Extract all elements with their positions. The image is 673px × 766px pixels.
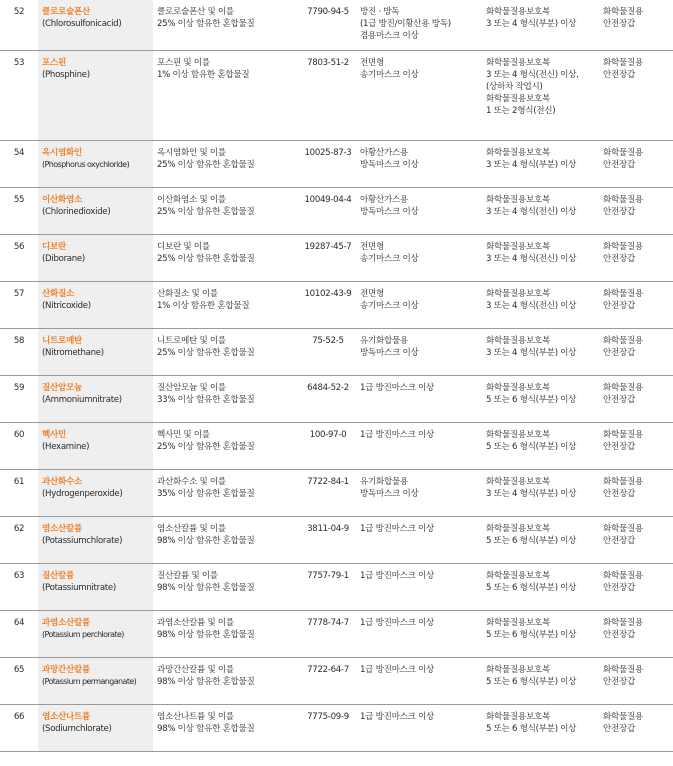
respirator-line: (1급 방진/이황산용 방독) [360,19,451,29]
mixture-concentration [153,0,300,50]
mixture-line: 25% 이상 함유한 혼합물질 [157,19,255,29]
substance-name-korean: 염소산나트륨 [42,711,91,722]
glove-line: 안전장갑 [603,19,636,29]
glove-requirement [599,563,673,610]
suit-line: 화학물질용보호복 [486,476,551,487]
mixture-line: 산화질소 및 이를 [157,288,218,299]
respirator-requirement [356,657,482,704]
row-number: 60 [0,422,38,469]
glove-line: 화학물질용 [603,429,644,440]
respirator-line: 송기마스크 이상 [360,253,419,264]
protective-suit-requirement [482,469,599,516]
cas-number: 7778-74-7 [300,610,356,657]
table-row [0,422,673,469]
table-row [0,704,673,751]
suit-line: 3 또는 4 형식(전신) 이상 [486,206,577,217]
glove-requirement [599,281,673,328]
cas-number: 10049-04-4 [300,187,356,234]
respirator-requirement [356,704,482,751]
suit-line: 3 또는 4 형식(전신) 이상, [486,69,579,80]
respirator-line: 유기화합물용 [360,476,409,487]
substance-name-korean: 산화질소 [42,288,75,299]
mixture-line: 니트로메탄 및 이를 [157,335,226,346]
glove-line: 화학물질용 [603,523,644,534]
respirator-requirement [356,328,482,375]
respirator-line: 전면형 [360,288,385,299]
mixture-line: 98% 이상 함유한 혼합물질 [157,723,255,734]
protective-suit-requirement [482,657,599,704]
substance-name-english: (Sodiumchlorate) [42,723,112,734]
suit-line: 화학물질용보호복 [486,335,551,346]
suit-line: 화학물질용보호복 [486,382,551,393]
table-row [0,50,673,140]
glove-line: 안전장갑 [603,206,636,217]
glove-line: 화학물질용 [603,241,644,252]
table-row [0,328,673,375]
suit-line: 5 또는 6 형식(부분) 이상 [486,582,577,593]
substance-name-english: (Phosphine) [42,69,90,80]
mixture-line: 98% 이상 함유한 혼합물질 [157,535,255,546]
mixture-line: 25% 이상 함유한 혼합물질 [157,206,255,217]
glove-requirement [599,328,673,375]
mixture-line: 1% 이상 함유한 혼합물질 [157,69,250,80]
substance-name-korean: 헥사민 [42,429,67,440]
row-number: 64 [0,610,38,657]
respirator-requirement [356,281,482,328]
mixture-line: 과산화수소 및 이를 [157,476,226,487]
mixture-concentration [153,516,300,563]
mixture-concentration [153,328,300,375]
suit-line: 5 또는 6 형식(부분) 이상 [486,535,577,546]
mixture-concentration [153,610,300,657]
row-number: 57 [0,281,38,328]
mixture-line: 질산칼륨 및 이를 [157,570,218,581]
respirator-requirement [356,187,482,234]
glove-line: 안전장갑 [603,394,636,405]
cas-number: 7775-09-9 [300,704,356,751]
suit-line: 3 또는 4 형식(부분) 이상 [486,19,577,29]
respirator-line: 1급 방진마스크 이상 [360,429,435,440]
mixture-concentration [153,234,300,281]
protective-suit-requirement [482,234,599,281]
suit-line: 3 또는 4 형식(부분) 이상 [486,159,577,170]
suit-line: 화학물질용보호복 [486,429,551,440]
glove-requirement [599,234,673,281]
glove-line: 안전장갑 [603,441,636,452]
substance-name-english: (Diborane) [42,253,85,264]
cas-number: 10025-87-3 [300,140,356,187]
glove-requirement [599,516,673,563]
table-row [0,140,673,187]
respirator-line: 방독마스크 이상 [360,159,419,170]
glove-requirement [599,375,673,422]
respirator-requirement [356,610,482,657]
mixture-line: 98% 이상 함유한 혼합물질 [157,676,255,687]
suit-line: 화학물질용보호복 [486,241,551,252]
mixture-concentration [153,469,300,516]
respirator-requirement [356,469,482,516]
substance-name [38,657,153,704]
substance-name-korean: 옥시염화인 [42,147,83,158]
substance-name [38,516,153,563]
glove-requirement [599,187,673,234]
respirator-line: 아황산가스용 [360,147,409,158]
glove-requirement [599,50,673,140]
substance-name-english: (Phosphorus oxychloride) [42,159,130,169]
respirator-requirement [356,50,482,140]
protective-suit-requirement [482,140,599,187]
substance-name-korean: 과산화수소 [42,476,83,487]
mixture-line: 33% 이상 함유한 혼합물질 [157,394,255,405]
glove-line: 안전장갑 [603,69,636,80]
row-number: 59 [0,375,38,422]
mixture-concentration [153,563,300,610]
respirator-line: 방독마스크 이상 [360,347,419,358]
substance-name-english: (Hydrogenperoxide) [42,488,123,499]
cas-number: 6484-52-2 [300,375,356,422]
protective-suit-requirement [482,422,599,469]
row-number: 55 [0,187,38,234]
respirator-line: 방진 · 방독 [360,7,400,17]
glove-requirement [599,657,673,704]
mixture-line: 이산화염소 및 이를 [157,194,226,205]
glove-line: 화학물질용 [603,382,644,393]
suit-line: 화학물질용보호복 [486,147,551,158]
suit-line: 화학물질용보호복 [486,57,551,68]
suit-line: 화학물질용보호복 [486,93,551,104]
respirator-requirement [356,516,482,563]
substance-name [38,187,153,234]
mixture-line: 질산암모늄 및 이를 [157,382,226,393]
mixture-concentration [153,422,300,469]
suit-line: 화학물질용보호복 [486,7,551,17]
suit-line: 화학물질용보호복 [486,523,551,534]
glove-line: 안전장갑 [603,488,636,499]
substance-name [38,328,153,375]
protective-suit-requirement [482,187,599,234]
suit-line: 3 또는 4 형식(부분) 이상 [486,347,577,358]
substance-name [38,140,153,187]
mixture-concentration [153,281,300,328]
mixture-concentration [153,704,300,751]
cas-number: 3811-04-9 [300,516,356,563]
substance-name-korean: 과망간산칼륨 [42,664,91,675]
substance-name [38,281,153,328]
substance-name-english: (Nitricoxide) [42,300,91,311]
table-row [0,563,673,610]
substance-name-english: (Chlorosulfonicacid) [42,19,122,29]
cas-number: 10102-43-9 [300,281,356,328]
glove-line: 안전장갑 [603,159,636,170]
glove-line: 화학물질용 [603,57,644,68]
glove-line: 안전장갑 [603,629,636,640]
mixture-line: 98% 이상 함유한 혼합물질 [157,582,255,593]
substance-name [38,50,153,140]
substance-name-english: (Potassiumchlorate) [42,535,123,546]
row-number: 53 [0,50,38,140]
substance-name-korean: 질산암모늄 [42,382,83,393]
glove-requirement [599,469,673,516]
protective-suit-requirement [482,610,599,657]
suit-line: 5 또는 6 형식(부분) 이상 [486,394,577,405]
row-number: 54 [0,140,38,187]
table-row [0,516,673,563]
substance-name-korean: 니트로메탄 [42,335,83,346]
substance-name-english: (Potassiumnitrate) [42,582,116,593]
glove-line: 화학물질용 [603,711,644,722]
substance-name-korean: 과염소산칼륨 [42,617,91,628]
suit-line: 5 또는 6 형식(부분) 이상 [486,676,577,687]
substance-name [38,0,153,50]
cas-number: 7722-64-7 [300,657,356,704]
substance-name-english: (Chlorinedioxide) [42,206,111,217]
glove-line: 안전장갑 [603,535,636,546]
substance-name-english: (Potassium perchlorate) [42,629,124,639]
substance-name [38,563,153,610]
glove-line: 안전장갑 [603,676,636,687]
respirator-requirement [356,375,482,422]
table-row [0,469,673,516]
protective-suit-requirement [482,0,599,50]
respirator-requirement [356,422,482,469]
protective-suit-requirement [482,516,599,563]
row-number: 58 [0,328,38,375]
substance-name-english: (Hexamine) [42,441,90,452]
respirator-line: 겸용마스크 이상 [360,31,419,41]
respirator-line: 전면형 [360,241,385,252]
mixture-line: 염소산칼륨 및 이를 [157,523,226,534]
mixture-line: 클로로술폰산 및 이를 [157,7,234,17]
respirator-line: 유기화합물용 [360,335,409,346]
mixture-line: 25% 이상 함유한 혼합물질 [157,159,255,170]
substance-name-korean: 염소산칼륨 [42,523,83,534]
mixture-line: 디보란 및 이를 [157,241,210,252]
table-row [0,281,673,328]
substance-name-korean: 포스핀 [42,57,67,68]
substance-name-korean: 디보란 [42,241,67,252]
cas-number: 100-97-0 [300,422,356,469]
table-row [0,610,673,657]
table-row [0,234,673,281]
cas-number: 7757-79-1 [300,563,356,610]
substance-name-korean: 클로로술폰산 [42,7,91,17]
substance-name-english: (Potassium permanganate) [42,676,137,686]
suit-line: 5 또는 6 형식(부분) 이상 [486,629,577,640]
row-number: 62 [0,516,38,563]
glove-requirement [599,422,673,469]
mixture-line: 옥시염화인 및 이를 [157,147,226,158]
mixture-line: 과염소산칼륨 및 이를 [157,617,234,628]
respirator-requirement [356,0,482,50]
suit-line: 3 또는 4 형식(전신) 이상 [486,300,577,311]
glove-requirement [599,140,673,187]
suit-line: 3 또는 4 형식(전신) 이상 [486,253,577,264]
glove-line: 안전장갑 [603,300,636,311]
respirator-requirement [356,234,482,281]
respirator-line: 1급 방진마스크 이상 [360,664,435,675]
row-number: 61 [0,469,38,516]
respirator-line: 송기마스크 이상 [360,69,419,80]
mixture-line: 98% 이상 함유한 혼합물질 [157,629,255,640]
row-number: 63 [0,563,38,610]
respirator-line: 1급 방진마스크 이상 [360,711,435,722]
row-number: 65 [0,657,38,704]
protective-suit-requirement [482,704,599,751]
mixture-concentration [153,140,300,187]
glove-line: 화학물질용 [603,664,644,675]
respirator-line: 아황산가스용 [360,194,409,205]
suit-line: 5 또는 6 형식(부분) 이상 [486,723,577,734]
respirator-line: 방독마스크 이상 [360,206,419,217]
mixture-line: 25% 이상 함유한 혼합물질 [157,347,255,358]
glove-line: 화학물질용 [603,617,644,628]
glove-line: 화학물질용 [603,570,644,581]
mixture-line: 25% 이상 함유한 혼합물질 [157,441,255,452]
mixture-concentration [153,657,300,704]
cas-number: 75-52-5 [300,328,356,375]
glove-line: 화학물질용 [603,194,644,205]
glove-line: 화학물질용 [603,476,644,487]
glove-line: 화학물질용 [603,7,644,17]
mixture-concentration [153,375,300,422]
table-row [0,375,673,422]
table-row [0,657,673,704]
respirator-line: 1급 방진마스크 이상 [360,617,435,628]
mixture-line: 과망간산칼륨 및 이를 [157,664,234,675]
substance-name [38,704,153,751]
mixture-line: 25% 이상 함유한 혼합물질 [157,253,255,264]
cas-number: 7803-51-2 [300,50,356,140]
protective-suit-requirement [482,328,599,375]
respirator-requirement [356,140,482,187]
protective-suit-requirement [482,563,599,610]
respirator-line: 방독마스크 이상 [360,488,419,499]
glove-requirement [599,704,673,751]
suit-line: 화학물질용보호복 [486,288,551,299]
suit-line: 5 또는 6 형식(부분) 이상 [486,441,577,452]
substance-name-english: (Ammoniumnitrate) [42,394,122,405]
respirator-line: 송기마스크 이상 [360,300,419,311]
cas-number: 7790-94-5 [300,0,356,50]
mixture-concentration [153,187,300,234]
row-number: 52 [0,0,38,50]
suit-line: 3 또는 4 형식(부분) 이상 [486,488,577,499]
substance-name-korean: 이산화염소 [42,194,83,205]
mixture-line: 35% 이상 함유한 혼합물질 [157,488,255,499]
cas-number: 19287-45-7 [300,234,356,281]
respirator-requirement [356,563,482,610]
substance-name-english: (Nitromethane) [42,347,104,358]
substance-name-korean: 질산칼륨 [42,570,75,581]
suit-line: 화학물질용보호복 [486,617,551,628]
glove-requirement [599,610,673,657]
mixture-line: 염소산나트륨 및 이를 [157,711,234,722]
substance-name [38,422,153,469]
mixture-line: 포스핀 및 이를 [157,57,210,68]
protective-suit-requirement [482,375,599,422]
cas-number: 7722-84-1 [300,469,356,516]
glove-line: 안전장갑 [603,582,636,593]
suit-line: (상하차 작업시) [486,81,543,92]
respirator-line: 1급 방진마스크 이상 [360,382,435,393]
mixture-line: 1% 이상 함유한 혼합물질 [157,300,250,311]
respirator-line: 1급 방진마스크 이상 [360,523,435,534]
suit-line: 화학물질용보호복 [486,711,551,722]
respirator-line: 1급 방진마스크 이상 [360,570,435,581]
glove-line: 화학물질용 [603,288,644,299]
glove-line: 안전장갑 [603,347,636,358]
row-number: 66 [0,704,38,751]
glove-line: 안전장갑 [603,723,636,734]
suit-line: 화학물질용보호복 [486,194,551,205]
protective-suit-requirement [482,50,599,140]
suit-line: 1 또는 2형식(전신) [486,105,556,116]
glove-line: 화학물질용 [603,147,644,158]
substance-name [38,234,153,281]
substance-name [38,610,153,657]
table-row [0,0,673,50]
mixture-concentration [153,50,300,140]
substance-name [38,469,153,516]
glove-requirement [599,0,673,50]
suit-line: 화학물질용보호복 [486,664,551,675]
suit-line: 화학물질용보호복 [486,570,551,581]
substance-name [38,375,153,422]
mixture-line: 헥사민 및 이를 [157,429,210,440]
protective-suit-requirement [482,281,599,328]
glove-line: 화학물질용 [603,335,644,346]
table-row [0,187,673,234]
glove-line: 안전장갑 [603,253,636,264]
row-number: 56 [0,234,38,281]
respirator-line: 전면형 [360,57,385,68]
